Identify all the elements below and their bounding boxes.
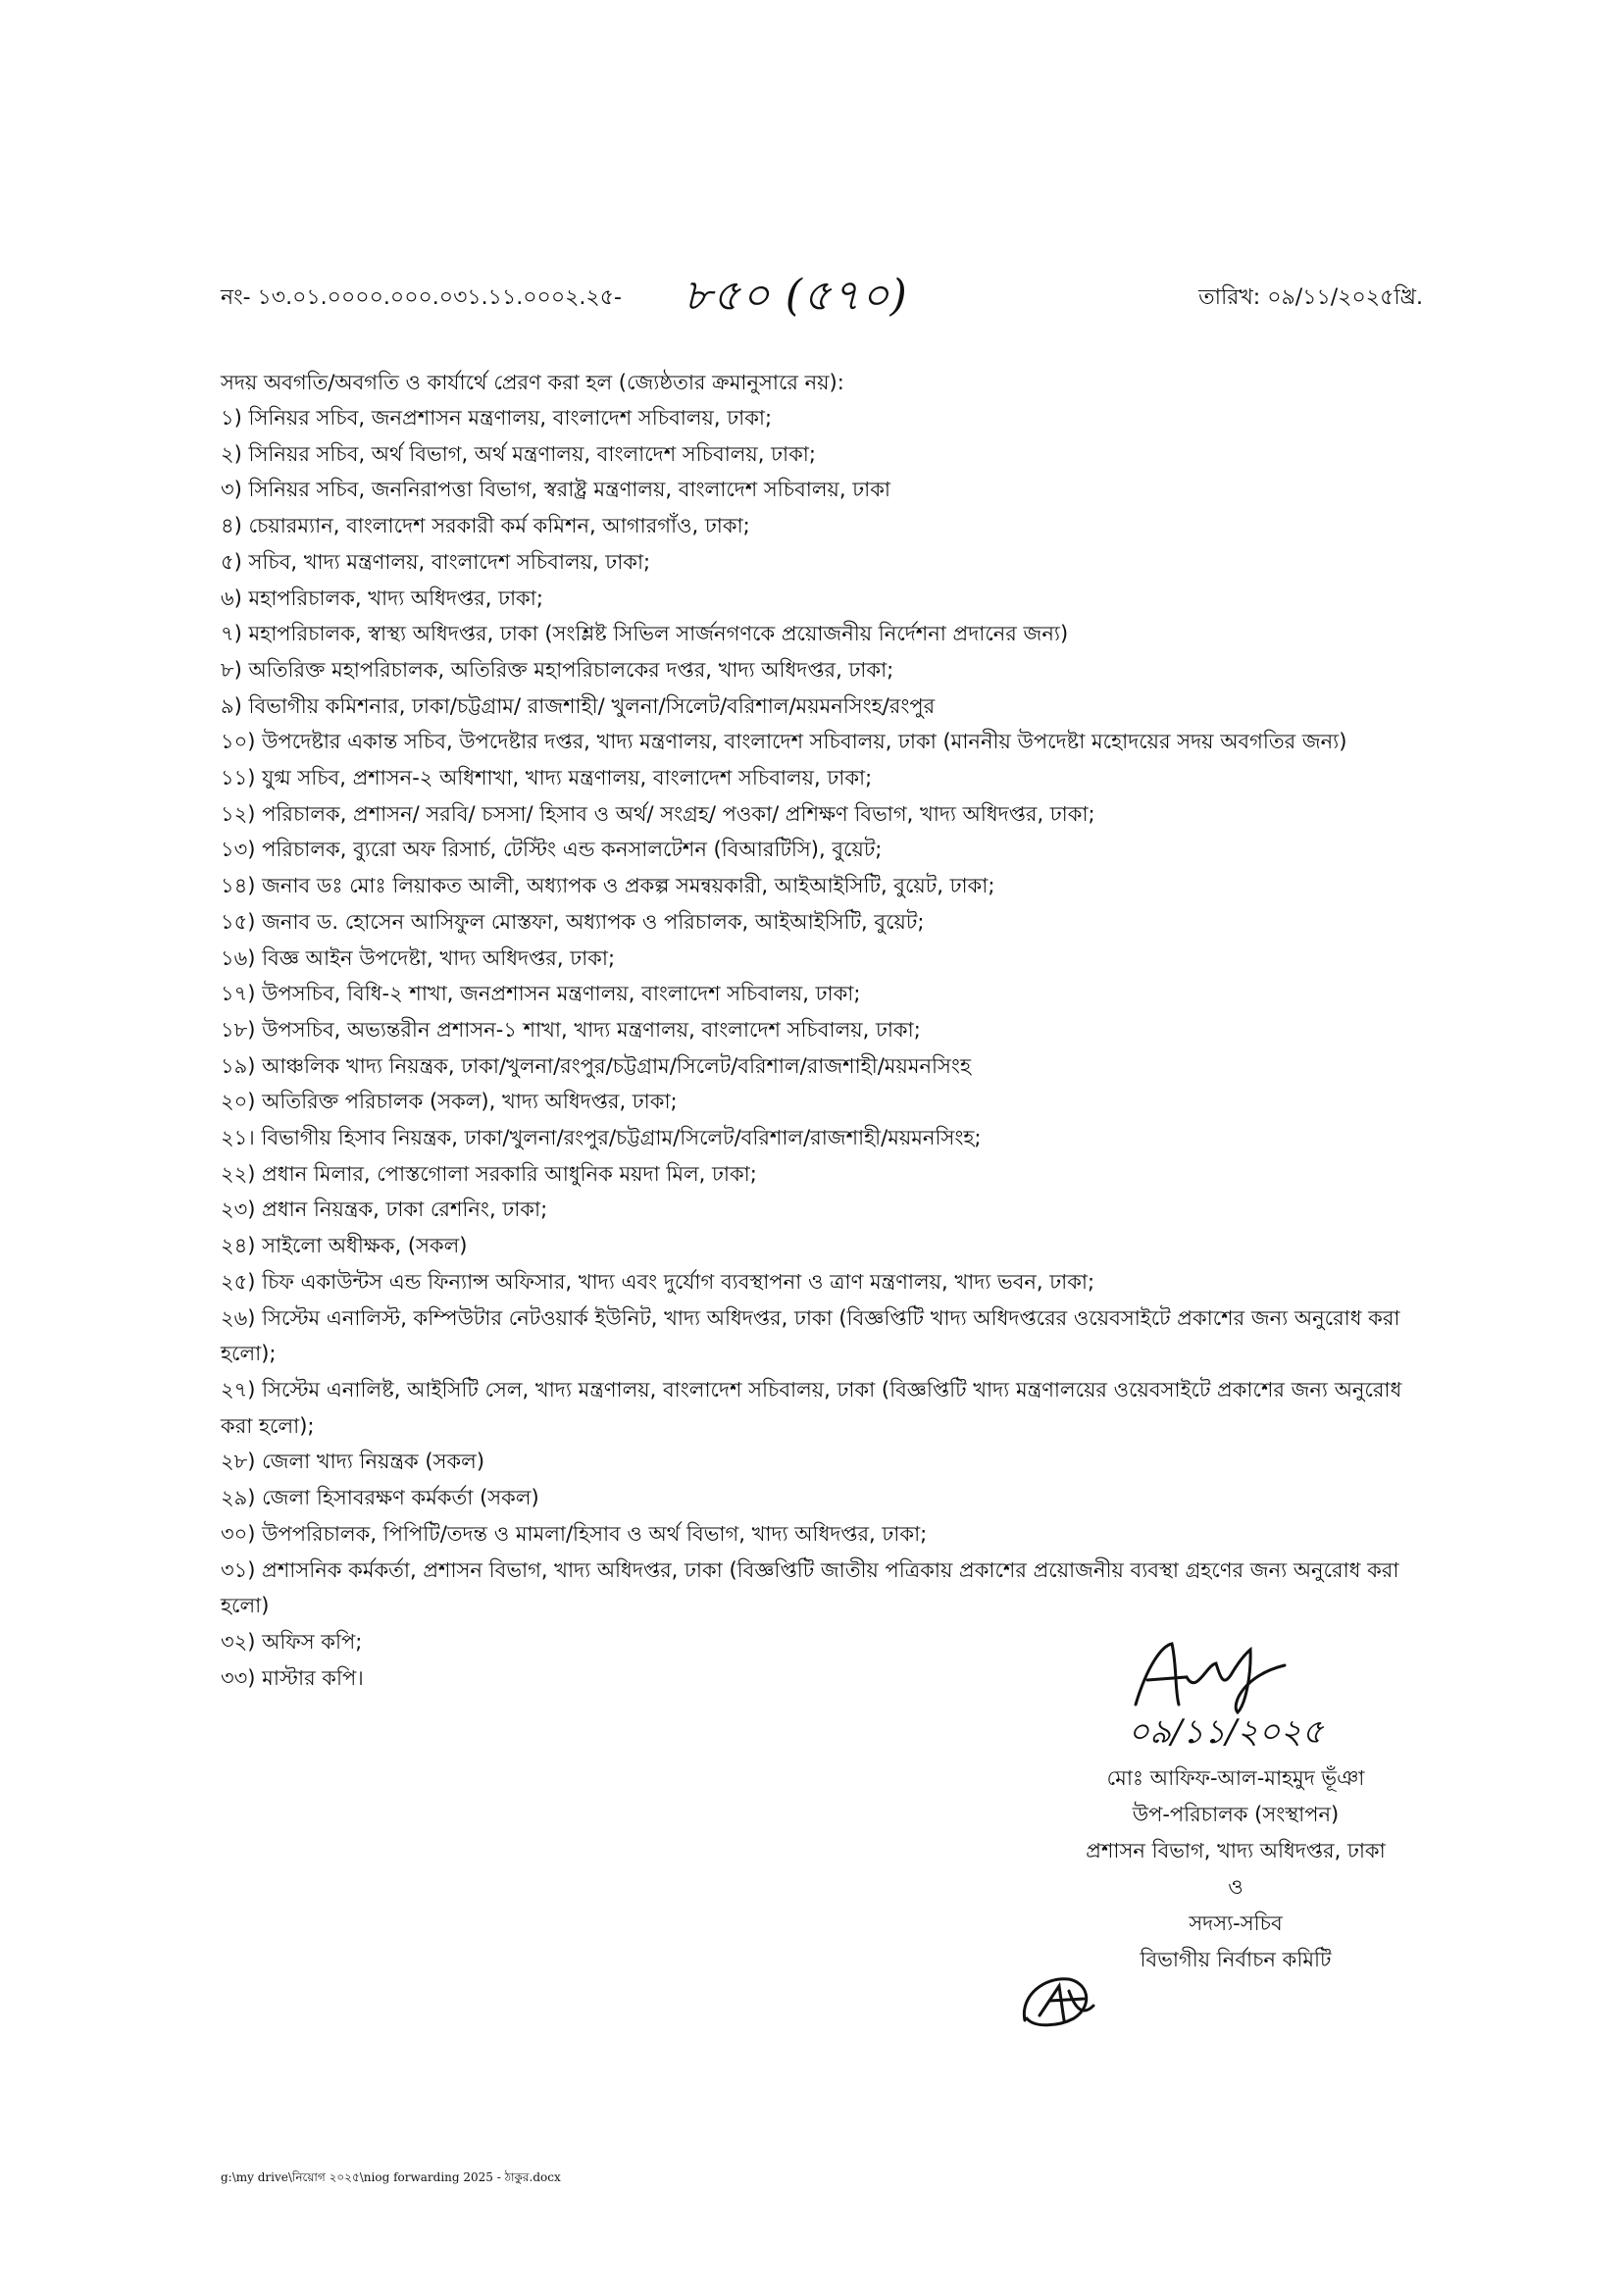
recipient-item: ১১) যুগ্ম সচিব, প্রশাসন-২ অধিশাখা, খাদ্য মন্ত্রণালয়, বাংলাদেশ সচিবালয়, ঢাকা; (221, 766, 873, 790)
recipient-item: ২১। বিভাগীয় হিসাব নিয়ন্ত্রক, ঢাকা/খুলনা/রংপুর/চট্টগ্রাম/সিলেট/বরিশাল/রাজশাহী/ময়মনসিংহ; (221, 1126, 982, 1150)
recipient-item: ৩১) প্রশাসনিক কর্মকর্তা, প্রশাসন বিভাগ, খাদ্য অধিদপ্তর, ঢাকা (বিজ্ঞপ্তিটি জাতীয় পত্রিকায় প্রকাশের প্রয়োজনীয় ব্যবস্থা গ্রহণের জন্য অনুরোধ করা হলো) (221, 1557, 1399, 1618)
footer-file-path: g:\my drive\নিয়োগ ২০২৫\niog forwarding 2025 - ঠাকুর.docx (221, 2170, 561, 2184)
recipient-item: ২৭) সিস্টেম এনালিষ্ট, আইসিটি সেল, খাদ্য মন্ত্রণালয়, বাংলাদেশ সচিবালয়, ঢাকা (বিজ্ঞপ্তিটি খাদ্য মন্ত্রণালয়ের ওয়েবসাইটে প্রকাশের জন্য অনুরোধ করা হলো); (221, 1377, 1402, 1438)
signatory-conjunction: ও (1228, 1875, 1243, 1899)
signature-date: ০৯/১১/২০২৫ (1128, 1712, 1324, 1752)
recipient-item: ২) সিনিয়র সচিব, অর্থ বিভাগ, অর্থ মন্ত্রণালয়, বাংলাদেশ সচিবালয়, ঢাকা; (221, 441, 816, 466)
initial-mark (1015, 1962, 1103, 2040)
recipient-item: ২৮) জেলা খাদ্য নিয়ন্ত্রক (সকল) (221, 1450, 485, 1474)
recipient-item: ১৫) জনাব ড. হোসেন আসিফুল মোস্তফা, অধ্যাপক ও পরিচালক, আইআইসিটি, বুয়েট; (221, 909, 925, 934)
recipient-item: ৭) মহাপরিচালক, স্বাস্থ্য অধিদপ্তর, ঢাকা (সংশ্লিষ্ট সিভিল সার্জনগণকে প্রয়োজনীয় নির্দেশনা প্রদানের জন্য) (221, 622, 1069, 646)
recipient-item: ৬) মহাপরিচালক, খাদ্য অধিদপ্তর, ঢাকা; (221, 586, 543, 610)
recipient-item: ১৭) উপসচিব, বিধি-২ শাখা, জনপ্রশাসন মন্ত্রণালয়, বাংলাদেশ সচিবালয়, ঢাকা; (221, 982, 861, 1006)
recipient-item: ৯) বিভাগীয় কমিশনার, ঢাকা/চট্টগ্রাম/ রাজশাহী/ খুলনা/সিলেট/বরিশাল/ময়মনসিংহ/রংপুর (221, 693, 936, 718)
recipient-item: ১৮) উপসচিব, অভ্যন্তরীন প্রশাসন-১ শাখা, খাদ্য মন্ত্রণালয়, বাংলাদেশ সচিবালয়, ঢাকা; (221, 1017, 921, 1042)
recipient-item: ৫) সচিব, খাদ্য মন্ত্রণালয়, বাংলাদেশ সচিবালয়, ঢাকা; (221, 549, 651, 574)
recipient-item: ২২) প্রধান মিলার, পোস্তগোলা সরকারি আধুনিক ময়দা মিল, ঢাকা; (221, 1161, 757, 1186)
distribution-list (221, 400, 1427, 1696)
recipient-item: ২৩) প্রধান নিয়ন্ত্রক, ঢাকা রেশনিং, ঢাকা; (221, 1198, 548, 1222)
recipient-item: ১৬) বিজ্ঞ আইন উপদেষ্টা, খাদ্য অধিদপ্তর, ঢাকা; (221, 945, 616, 970)
signatory-designation: উপ-পরিচালক (সংস্থাপন) (1132, 1803, 1340, 1826)
recipient-item: ১২) পরিচালক, প্রশাসন/ সরবি/ চসসা/ হিসাব ও অর্থ/ সংগ্রহ/ পওকা/ প্রশিক্ষণ বিভাগ, খাদ্য অধিদপ্তর, ঢাকা; (221, 801, 1095, 826)
recipient-item: ১৩) পরিচালক, ব্যুরো অফ রিসার্চ, টেস্টিং এন্ড কনসালটেশন (বিআরটিসি), বুয়েট; (221, 838, 883, 862)
signatory-role: সদস্য-সচিব (1189, 1912, 1283, 1935)
recipient-item: ২০) অতিরিক্ত পরিচালক (সকল), খাদ্য অধিদপ্তর, ঢাকা; (221, 1090, 678, 1114)
recipient-item: ২৪) সাইলো অধীক্ষক, (সকল) (221, 1234, 468, 1258)
recipient-item: ১০) উপদেষ্টার একান্ত সচিব, উপদেষ্টার দপ্তর, খাদ্য মন্ত্রণালয়, বাংলাদেশ সচিবালয়, ঢাকা (মাননীয় উপদেষ্টা মহোদয়ের সদয় অবগতির জন্য) (221, 730, 1347, 754)
recipient-item: ১) সিনিয়র সচিব, জনপ্রশাসন মন্ত্রণালয়, বাংলাদেশ সচিবালয়, ঢাকা; (221, 406, 773, 430)
distribution-intro: সদয় অবগতি/অবগতি ও কার্যার্থে প্রেরণ করা হল (জ্যেষ্ঠতার ক্রমানুসারে নয়): (221, 371, 844, 394)
recipient-item: ১৯) আঞ্চলিক খাদ্য নিয়ন্ত্রক, ঢাকা/খুলনা/রংপুর/চট্টগ্রাম/সিলেট/বরিশাল/রাজশাহী/ময়মনসিংহ (221, 1053, 971, 1078)
signatory-office: প্রশাসন বিভাগ, খাদ্য অধিদপ্তর, ঢাকা (1086, 1839, 1386, 1862)
signature-mark (1128, 1636, 1294, 1714)
recipient-item: ৩২) অফিস কপি; (221, 1629, 363, 1654)
memo-date: তারিখ: ০৯/১১/২০২৫খ্রি. (1198, 285, 1423, 310)
recipient-item: ৮) অতিরিক্ত মহাপরিচালক, অতিরিক্ত মহাপরিচালকের দপ্তর, খাদ্য অধিদপ্তর, ঢাকা; (221, 657, 894, 682)
signature-block (1020, 1760, 1451, 1978)
memo-handwritten-number: ৮৫০ (৫৭০) (684, 271, 908, 321)
recipient-item: ২৫) চিফ একাউন্টস এন্ড ফিন্যান্স অফিসার, খাদ্য এবং দুর্যোগ ব্যবস্থাপনা ও ত্রাণ মন্ত্রণালয়, খাদ্য ভবন, ঢাকা; (221, 1269, 1095, 1294)
signatory-name: মোঃ আফিফ-আল-মাহমুদ ভূঁঞা (1106, 1766, 1365, 1790)
recipient-item: ১৪) জনাব ডঃ মোঃ লিয়াকত আলী, অধ্যাপক ও প্রকল্প সমন্বয়কারী, আইআইসিটি, বুয়েট, ঢাকা; (221, 874, 995, 898)
memo-number: নং- ১৩.০১.০০০০.০০০.০৩১.১১.০০০২.২৫- (221, 285, 622, 310)
memo-header (221, 263, 1423, 331)
recipient-item: ৩) সিনিয়র সচিব, জননিরাপত্তা বিভাগ, স্বরাষ্ট্র মন্ত্রণালয়, বাংলাদেশ সচিবালয়, ঢাকা (221, 478, 890, 502)
signatory-committee: বিভাগীয় নির্বাচন কমিটি (1140, 1948, 1332, 1971)
recipient-item: ২৯) জেলা হিসাবরক্ষণ কর্মকর্তা (সকল) (221, 1486, 539, 1510)
recipient-item: ৩৩) মাস্টার কপি। (221, 1665, 364, 1690)
recipient-item: ২৬) সিস্টেম এনালিস্ট, কম্পিউটার নেটওয়ার্ক ইউনিট, খাদ্য অধিদপ্তর, ঢাকা (বিজ্ঞপ্তিটি খাদ্য অধিদপ্তরের ওয়েবসাইটে প্রকাশের জন্য অনুরোধ করা হলো); (221, 1305, 1400, 1366)
recipient-item: ৩০) উপপরিচালক, পিপিটি/তদন্ত ও মামলা/হিসাব ও অর্থ বিভাগ, খাদ্য অধিদপ্তর, ঢাকা; (221, 1521, 928, 1546)
recipient-item: ৪) চেয়ারম্যান, বাংলাদেশ সরকারী কর্ম কমিশন, আগারগাঁও, ঢাকা; (221, 514, 750, 538)
